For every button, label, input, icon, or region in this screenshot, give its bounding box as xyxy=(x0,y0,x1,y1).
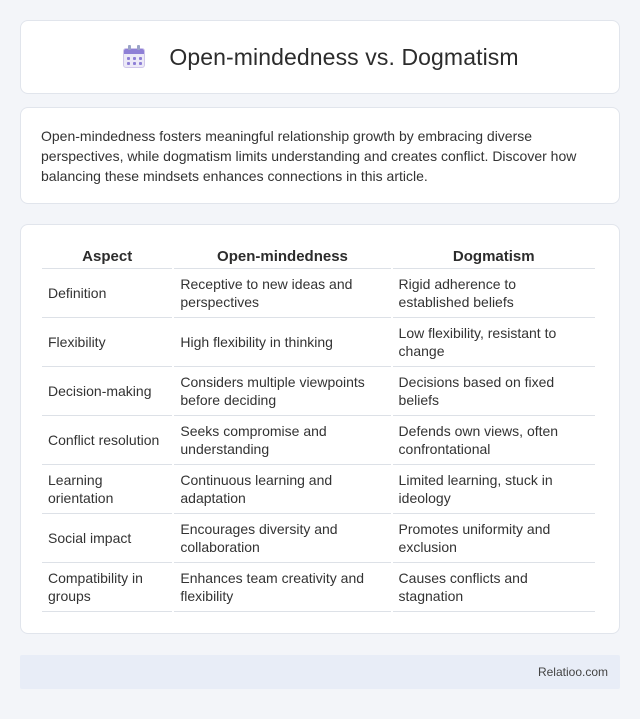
footer-site-name: Relatioo.com xyxy=(537,665,608,679)
cell-dogmatism: Causes conflicts and stagnation xyxy=(393,563,595,612)
table-header-row xyxy=(42,245,595,269)
calendar-icon xyxy=(121,44,147,70)
cell-dogmatism: Limited learning, stuck in ideology xyxy=(393,465,595,514)
header-open-mindedness: Open-mindedness xyxy=(174,245,390,269)
table-row xyxy=(42,514,595,563)
cell-aspect: Definition xyxy=(42,269,172,318)
cell-open-mindedness: Receptive to new ideas and perspectives xyxy=(174,269,390,318)
cell-dogmatism: Promotes uniformity and exclusion xyxy=(393,514,595,563)
comparison-table xyxy=(40,245,597,612)
cell-dogmatism: Defends own views, often confrontational xyxy=(393,416,595,465)
cell-open-mindedness: Enhances team creativity and flexibility xyxy=(174,563,390,612)
intro-card xyxy=(20,107,620,204)
table-row xyxy=(42,367,595,416)
table-row xyxy=(42,563,595,612)
title-card xyxy=(20,20,620,94)
page-title: Open-mindedness vs. Dogmatism xyxy=(169,43,519,70)
cell-aspect: Social impact xyxy=(42,514,172,563)
cell-dogmatism: Rigid adherence to established beliefs xyxy=(393,269,595,318)
header-aspect: Aspect xyxy=(42,245,172,269)
cell-open-mindedness: Considers multiple viewpoints before deciding xyxy=(174,367,390,416)
table-row xyxy=(42,269,595,318)
cell-open-mindedness: Continuous learning and adaptation xyxy=(174,465,390,514)
table-row xyxy=(42,465,595,514)
cell-aspect: Decision-making xyxy=(42,367,172,416)
cell-dogmatism: Decisions based on fixed beliefs xyxy=(393,367,595,416)
cell-aspect: Conflict resolution xyxy=(42,416,172,465)
cell-aspect: Compatibility in groups xyxy=(42,563,172,612)
cell-aspect: Learning orientation xyxy=(42,465,172,514)
footer xyxy=(20,655,620,689)
table-card xyxy=(20,224,620,634)
cell-open-mindedness: Seeks compromise and understanding xyxy=(174,416,390,465)
cell-aspect: Flexibility xyxy=(42,318,172,367)
table-row xyxy=(42,318,595,367)
cell-open-mindedness: High flexibility in thinking xyxy=(174,318,390,367)
header-dogmatism: Dogmatism xyxy=(393,245,595,269)
intro-text: Open-mindedness fosters meaningful relationship growth by embracing diverse perspectives, while dogmatism limits understanding and creates conflict. Discover how balancing these mindsets enhances connections in this article. xyxy=(41,128,577,184)
cell-open-mindedness: Encourages diversity and collaboration xyxy=(174,514,390,563)
title-wrap xyxy=(121,44,518,71)
cell-dogmatism: Low flexibility, resistant to change xyxy=(393,318,595,367)
table-row xyxy=(42,416,595,465)
